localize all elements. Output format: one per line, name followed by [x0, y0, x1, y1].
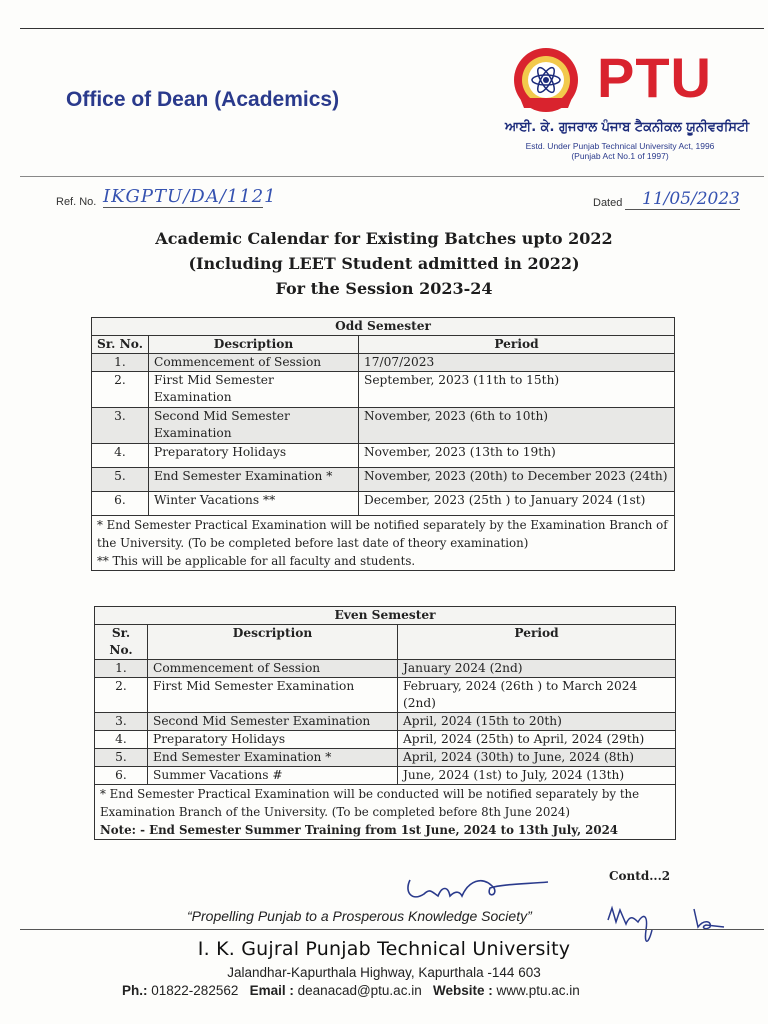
description-cell: First Mid Semester Examination: [148, 678, 398, 713]
establishment-note: [520, 141, 720, 161]
website-link[interactable]: www.ptu.ac.in: [496, 983, 580, 998]
description-cell: Preparatory Holidays: [148, 731, 398, 749]
sr-cell: 5.: [92, 468, 149, 492]
period-cell: November, 2023 (20th) to December 2023 (24th): [359, 468, 675, 492]
table-row: [92, 468, 675, 492]
period-cell: April, 2024 (30th) to June, 2024 (8th): [398, 749, 676, 767]
estd-line-2: (Punjab Act No.1 of 1997): [571, 151, 669, 161]
even-note-1: * End Semester Practical Examination will be conducted will be notified separately by the Examination Branch of the University. (To be completed before 8th June 2024): [100, 787, 640, 819]
sr-cell: 2.: [92, 372, 149, 408]
website-label: Website :: [432, 983, 493, 998]
table-row: [95, 713, 676, 731]
description-cell: Summer Vacations #: [148, 767, 398, 785]
university-address: Jalandhar-Kapurthala Highway, Kapurthala -144 603: [227, 965, 541, 980]
initials-signature-image-2: [690, 905, 730, 935]
footer-rule: [20, 929, 764, 930]
odd-col-sr: Sr. No.: [92, 336, 149, 354]
document-title-line-2: (Including LEET Student admitted in 2022): [188, 254, 580, 273]
ptu-logo-text: PTU: [597, 46, 712, 109]
period-cell: April, 2024 (15th to 20th): [398, 713, 676, 731]
description-cell: End Semester Examination *: [148, 749, 398, 767]
odd-semester-notes: [92, 516, 675, 571]
continued-marker: Contd...2: [609, 869, 671, 883]
table-row: [95, 678, 676, 713]
table-row: [95, 767, 676, 785]
contact-line: [122, 983, 580, 998]
even-col-sr: Sr. No.: [95, 625, 148, 660]
table-row: [92, 444, 675, 468]
document-title-line-1: Academic Calendar for Existing Batches upto 2022: [155, 229, 613, 248]
description-cell: Preparatory Holidays: [149, 444, 359, 468]
period-cell: June, 2024 (1st) to July, 2024 (13th): [398, 767, 676, 785]
description-cell: Commencement of Session: [148, 660, 398, 678]
table-row: [92, 408, 675, 444]
even-semester-heading: Even Semester: [95, 607, 676, 625]
table-row: [95, 749, 676, 767]
period-cell: April, 2024 (25th) to April, 2024 (29th): [398, 731, 676, 749]
sr-cell: 5.: [95, 749, 148, 767]
description-cell: Winter Vacations **: [149, 492, 359, 516]
top-rule: [20, 28, 764, 29]
period-cell: January 2024 (2nd): [398, 660, 676, 678]
email-link[interactable]: deanacad@ptu.ac.in: [297, 983, 422, 998]
sr-cell: 2.: [95, 678, 148, 713]
university-motto: “Propelling Punjab to a Prosperous Knowledge Society”: [187, 908, 532, 924]
even-col-description: Description: [148, 625, 398, 660]
table-row: [92, 492, 675, 516]
university-seal-logo: [512, 46, 580, 114]
even-col-period: Period: [398, 625, 676, 660]
even-semester-table: [94, 606, 676, 840]
document-title-line-3: For the Session 2023-24: [275, 279, 493, 298]
odd-col-description: Description: [149, 336, 359, 354]
odd-col-period: Period: [359, 336, 675, 354]
table-row: [95, 660, 676, 678]
period-cell: February, 2024 (26th ) to March 2024 (2nd): [398, 678, 676, 713]
university-name: I. K. Gujral Punjab Technical University: [197, 938, 571, 960]
period-cell: September, 2023 (11th to 15th): [359, 372, 675, 408]
table-row: [92, 354, 675, 372]
description-cell: Second Mid Semester Examination: [148, 713, 398, 731]
email-label: Email :: [249, 983, 294, 998]
estd-line-1: Estd. Under Punjab Technical University Act, 1996: [525, 141, 715, 151]
description-cell: First Mid Semester Examination: [149, 372, 359, 408]
dated-label: Dated: [593, 197, 623, 209]
office-title: Office of Dean (Academics): [66, 88, 340, 111]
sr-cell: 4.: [92, 444, 149, 468]
table-row: [95, 731, 676, 749]
sr-cell: 4.: [95, 731, 148, 749]
period-cell: December, 2023 (25th ) to January 2024 (1st): [359, 492, 675, 516]
sr-cell: 1.: [95, 660, 148, 678]
description-cell: End Semester Examination *: [149, 468, 359, 492]
period-cell: 17/07/2023: [359, 354, 675, 372]
odd-note-2: ** This will be applicable for all faculty and students.: [97, 554, 416, 568]
table-row: [92, 372, 675, 408]
description-cell: Commencement of Session: [149, 354, 359, 372]
sr-cell: 3.: [92, 408, 149, 444]
odd-semester-table: [91, 317, 675, 571]
header-rule: [20, 176, 764, 177]
sr-cell: 6.: [95, 767, 148, 785]
signature-image: [402, 862, 552, 906]
ref-label: Ref. No.: [56, 196, 97, 208]
phone-label: Ph.:: [122, 983, 148, 998]
even-semester-notes: [95, 785, 676, 840]
even-note-2: Note: - End Semester Summer Training from 1st June, 2024 to 13th July, 2024: [100, 823, 619, 837]
period-cell: November, 2023 (13th to 19th): [359, 444, 675, 468]
sr-cell: 6.: [92, 492, 149, 516]
period-cell: November, 2023 (6th to 10th): [359, 408, 675, 444]
sr-cell: 1.: [92, 354, 149, 372]
ref-number: IKGPTU/DA/1121: [103, 186, 277, 207]
sr-cell: 3.: [95, 713, 148, 731]
odd-note-1: * End Semester Practical Examination will be notified separately by the Examination Branch of the University. (To be completed before last date of theory examination): [97, 518, 668, 550]
phone-number: 01822-282562: [151, 983, 239, 998]
punjabi-university-name: ਆਈ. ਕੇ. ਗੁਜਰਾਲ ਪੰਜਾਬ ਟੈਕਨੀਕਲ ਯੂਨੀਵਰਸਿਟੀ: [505, 120, 750, 135]
description-cell: Second Mid Semester Examination: [149, 408, 359, 444]
odd-semester-heading: Odd Semester: [92, 318, 675, 336]
dated-value: 11/05/2023: [625, 189, 740, 210]
